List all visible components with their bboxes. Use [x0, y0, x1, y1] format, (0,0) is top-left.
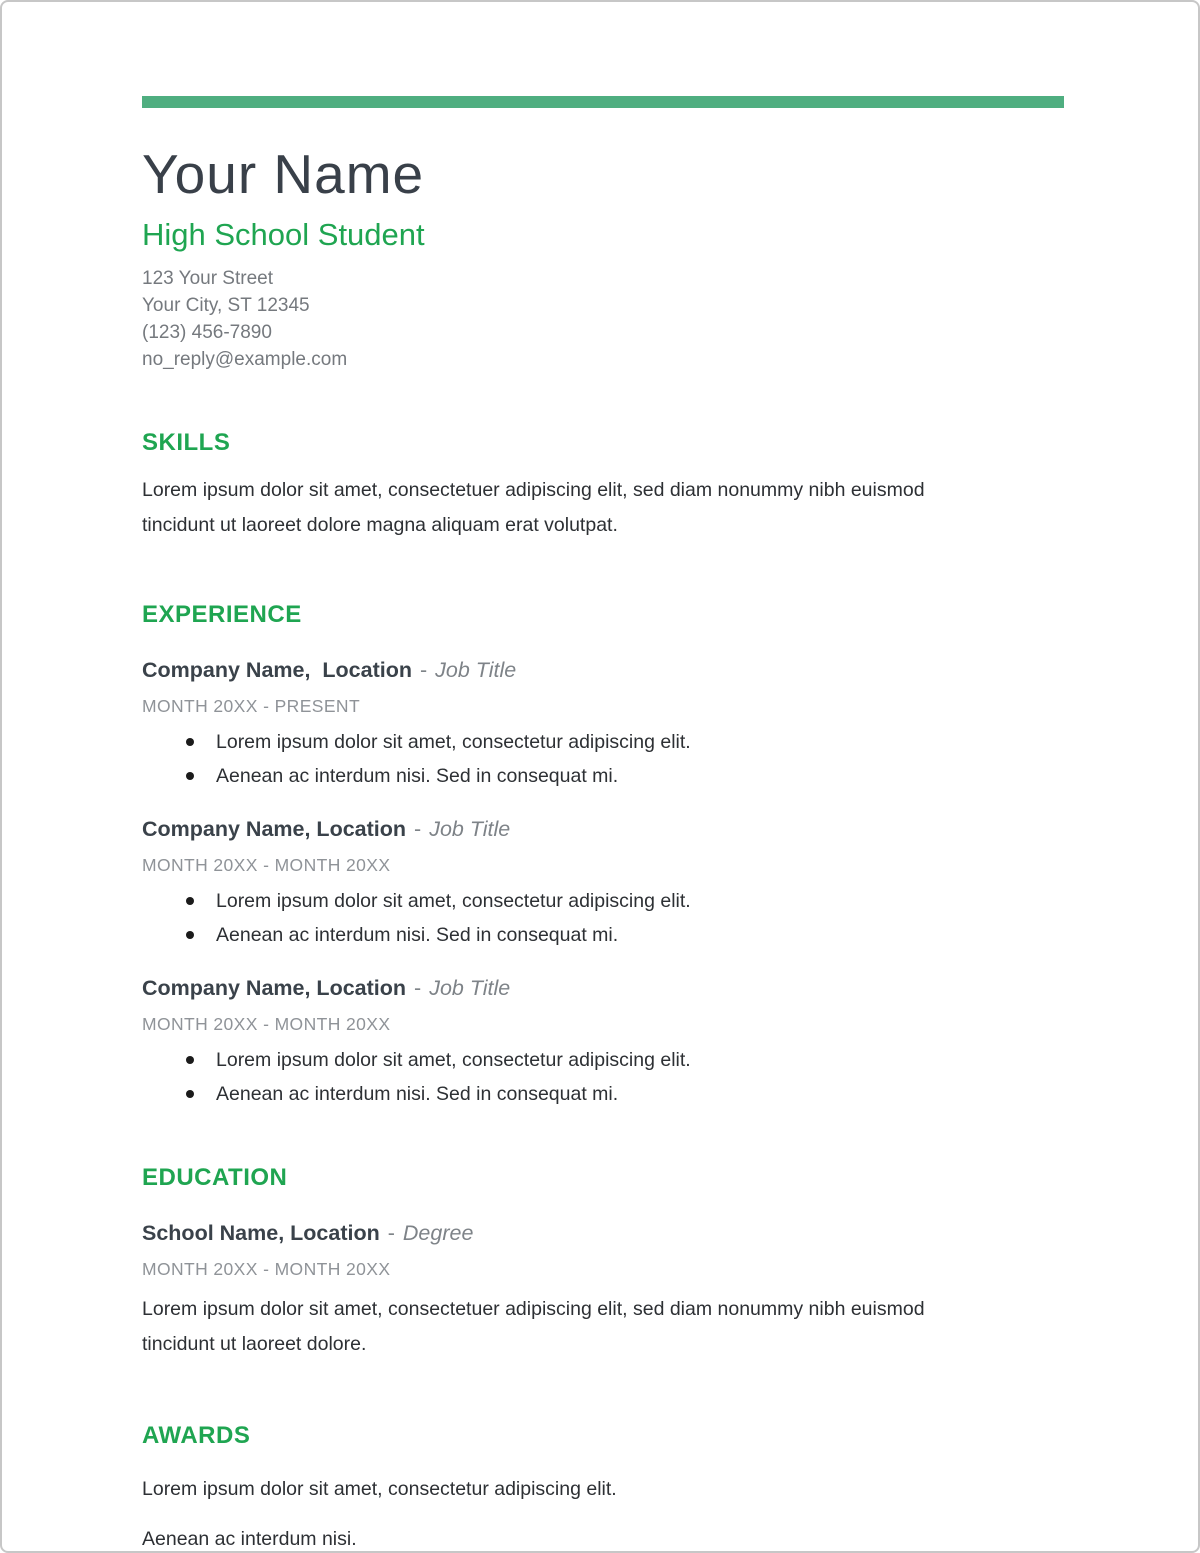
resume-header: [142, 144, 1060, 373]
awards-paragraph: Aenean ac interdum nisi.: [142, 1527, 357, 1550]
person-role: High School Student: [142, 216, 425, 252]
phone-number: (123) 456-7890: [142, 322, 272, 344]
education-body: Lorem ipsum dolor sit amet, consectetuer adipiscing elit, sed diam nonummy nibh euismod tincidunt ut laoreet dolore.: [142, 1297, 925, 1355]
contact-block: [142, 265, 1060, 373]
entry-dates: MONTH 20XX - PRESENT: [142, 696, 361, 717]
bullet-item: Aenean ac interdum nisi. Sed in consequat mi.: [142, 1082, 1060, 1106]
job-title: Job Title: [429, 976, 511, 1001]
entry-bullet-list: [142, 1048, 1060, 1106]
bullet-item: Aenean ac interdum nisi. Sed in consequat mi.: [142, 923, 1060, 947]
entry-title: [142, 975, 1060, 1003]
experience-entry: [142, 816, 1060, 947]
job-title: Job Title: [435, 658, 517, 683]
email-address: no_reply@example.com: [142, 349, 348, 371]
entry-dates: MONTH 20XX - MONTH 20XX: [142, 1013, 391, 1034]
entry-title: [142, 657, 1060, 685]
experience-heading: EXPERIENCE: [142, 601, 302, 629]
title-separator: -: [387, 1220, 395, 1245]
education-section: [142, 1164, 1060, 1362]
company-name: Company Name, Location: [142, 817, 407, 842]
experience-entry: [142, 975, 1060, 1106]
experience-section: [142, 601, 1060, 1106]
entry-bullet-list: [142, 730, 1060, 788]
title-separator: -: [414, 976, 422, 1001]
skills-body: Lorem ipsum dolor sit amet, consectetuer adipiscing elit, sed diam nonummy nibh euismod tincidunt ut laoreet dolore magna aliquam erat volutpat.: [142, 479, 925, 537]
skills-section: [142, 429, 1060, 543]
job-title: Job Title: [429, 817, 511, 842]
company-name: Company Name, Location: [142, 658, 412, 683]
awards-paragraph: Lorem ipsum dolor sit amet, consectetur adipiscing elit.: [142, 1477, 617, 1500]
bullet-item: Lorem ipsum dolor sit amet, consectetur adipiscing elit.: [142, 730, 1060, 754]
degree-name: Degree: [402, 1220, 474, 1245]
address-city: Your City, ST 12345: [142, 295, 310, 317]
address-street: 123 Your Street: [142, 268, 273, 290]
school-name: School Name, Location: [142, 1220, 380, 1245]
education-heading: EDUCATION: [142, 1163, 288, 1191]
bullet-item: Lorem ipsum dolor sit amet, consectetur adipiscing elit.: [142, 1048, 1060, 1072]
entry-title: [142, 816, 1060, 844]
person-name: Your Name: [142, 143, 425, 205]
entry-bullet-list: [142, 889, 1060, 947]
entry-dates: MONTH 20XX - MONTH 20XX: [142, 855, 391, 876]
company-name: Company Name, Location: [142, 976, 407, 1001]
experience-entry: [142, 657, 1060, 788]
awards-heading: AWARDS: [142, 1421, 251, 1449]
title-separator: -: [414, 817, 422, 842]
skills-heading: SKILLS: [142, 429, 231, 457]
education-dates: MONTH 20XX - MONTH 20XX: [142, 1258, 391, 1279]
accent-bar: [142, 96, 1064, 108]
awards-section: [142, 1422, 1060, 1553]
education-entry-title: [142, 1220, 1060, 1248]
bullet-item: Lorem ipsum dolor sit amet, consectetur adipiscing elit.: [142, 889, 1060, 913]
bullet-item: Aenean ac interdum nisi. Sed in consequat mi.: [142, 764, 1060, 788]
title-separator: -: [420, 658, 428, 683]
